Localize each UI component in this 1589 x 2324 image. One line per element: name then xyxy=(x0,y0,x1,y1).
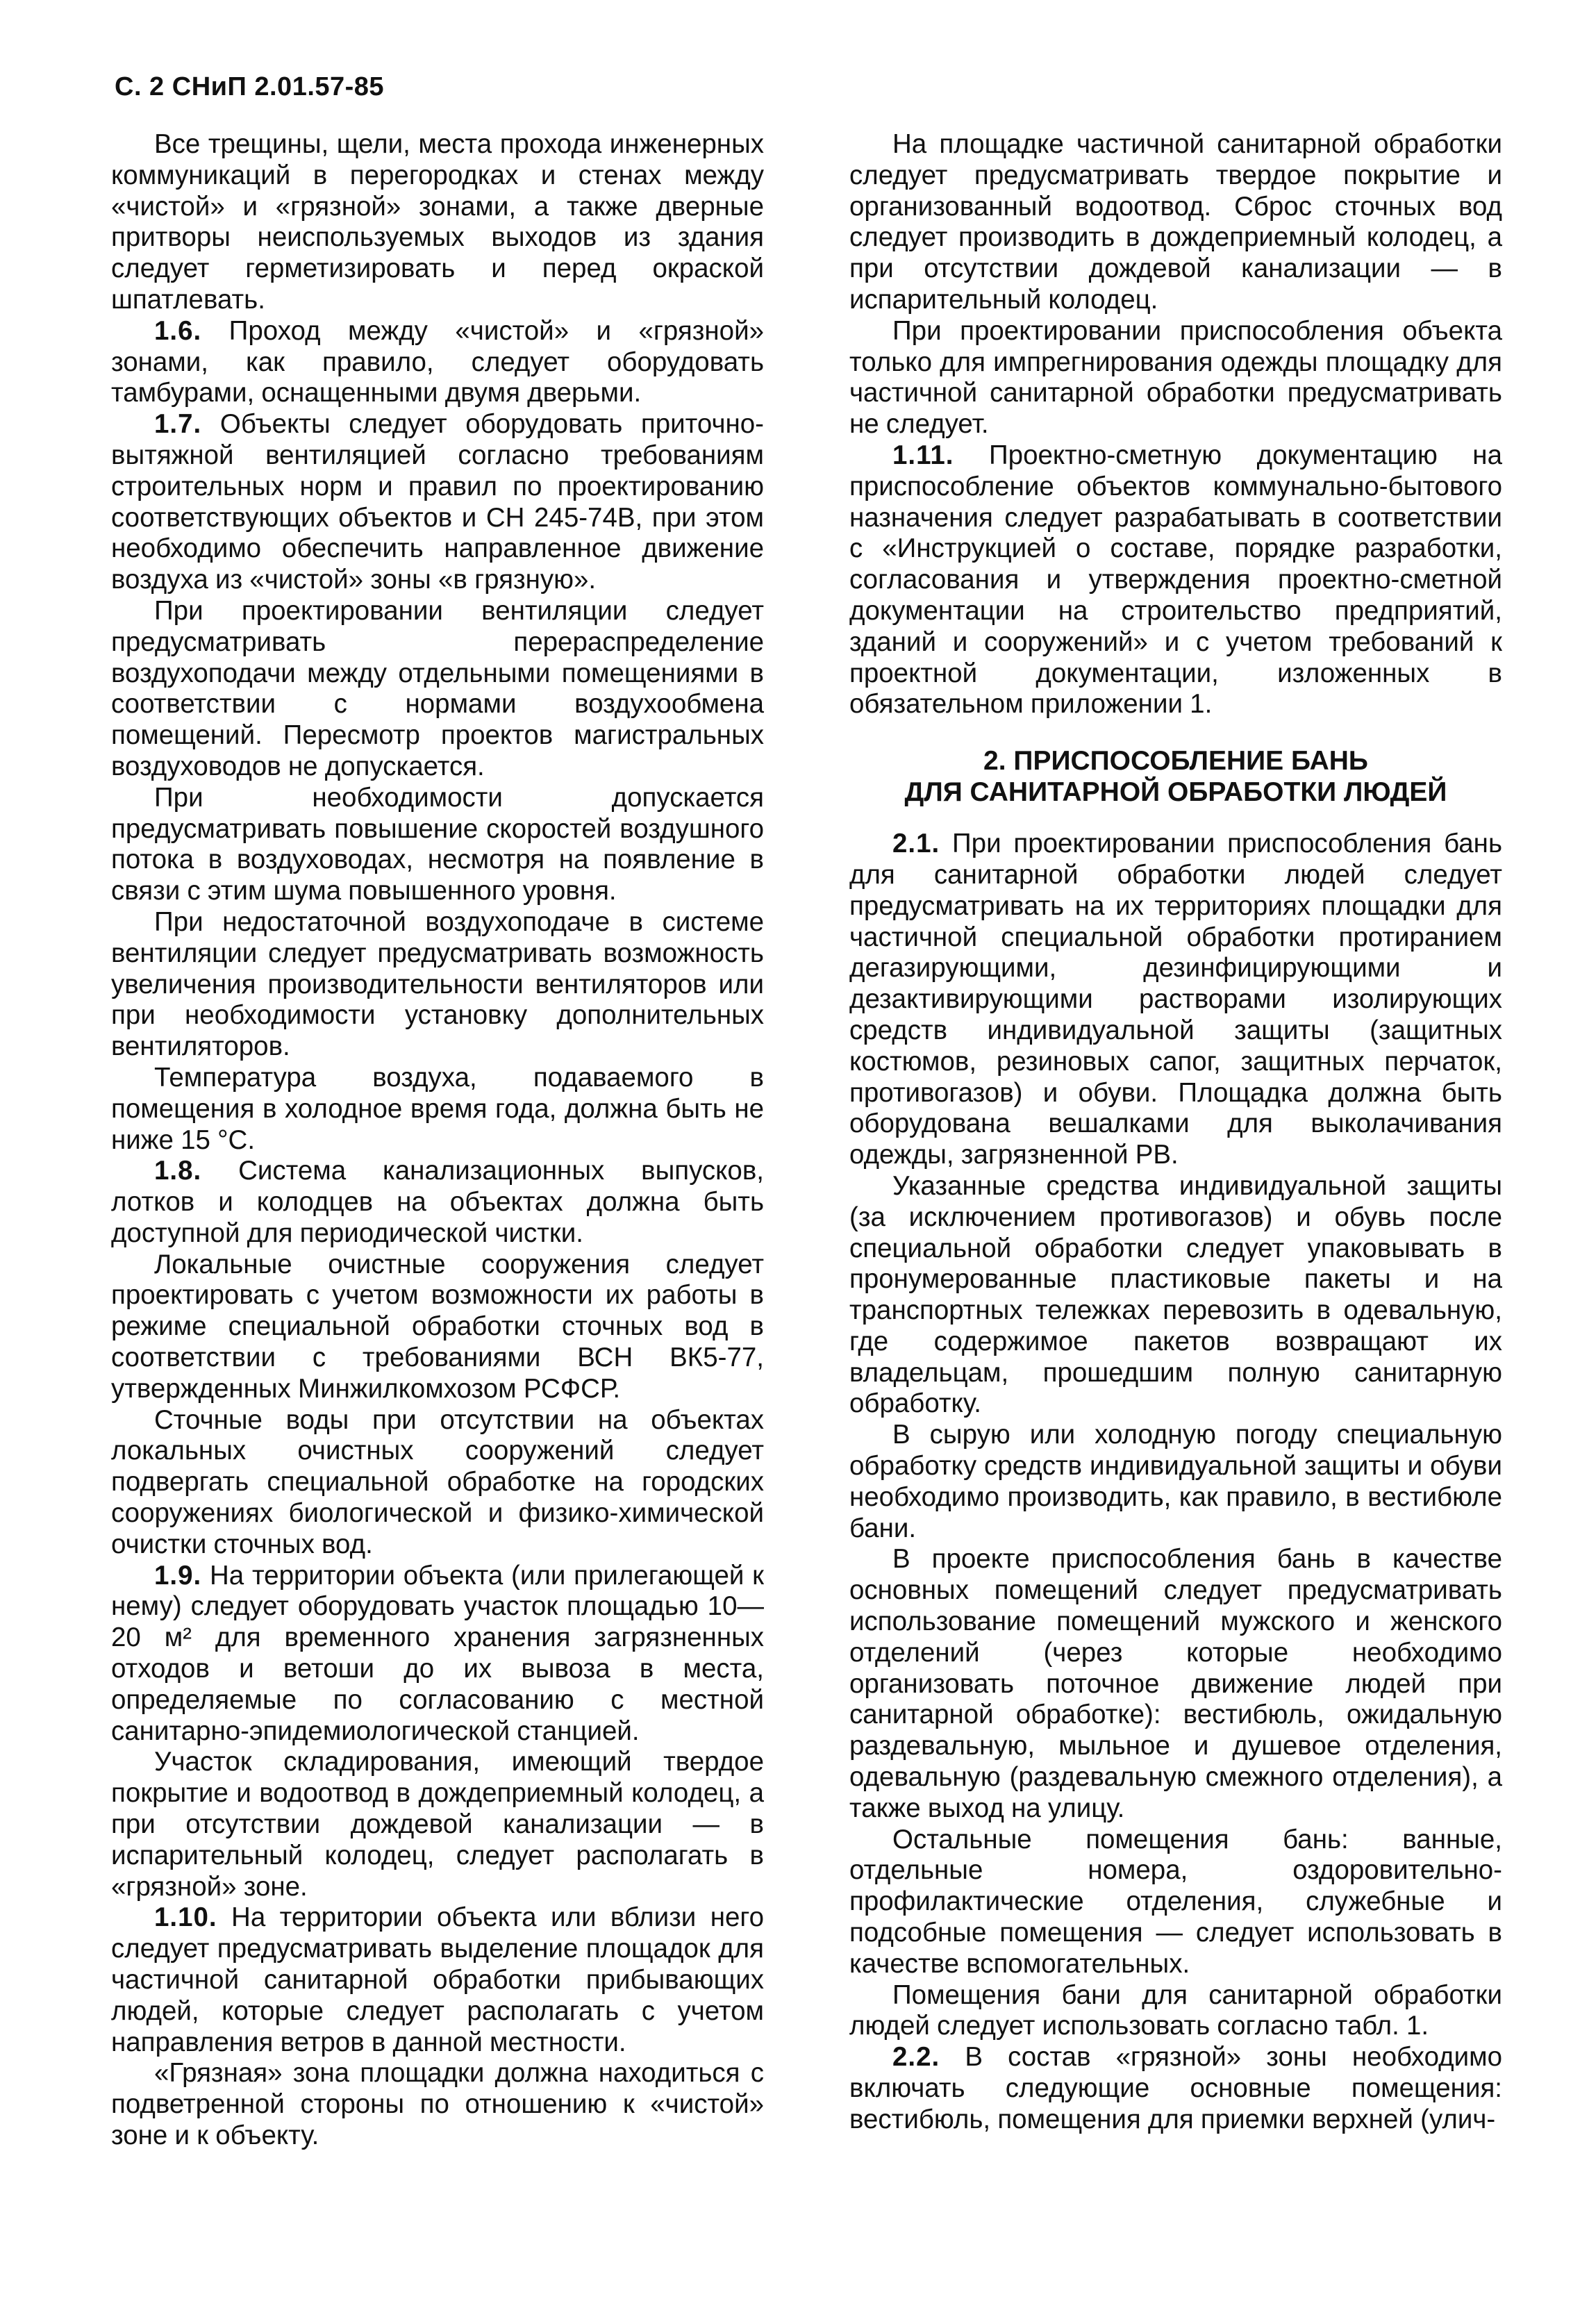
paragraph-text: Проход между «чистой» и «грязной» зонами, как правило, следует оборудовать тамбурами, оснащенными двумя дверьми. xyxy=(111,315,764,408)
paragraph-text: На территории объекта (или прилегающей к нему) следует оборудовать участок площадью 10—20 м² для временного хранения загрязненных отходов и ветоши до их вывоза в места, определяемые по согласованию с местной санитарно-эпидемиологической станцией. xyxy=(111,1560,765,1746)
paragraph xyxy=(849,829,1502,1171)
paragraph xyxy=(849,2042,1502,2135)
paragraph-text: Помещения бани для санитарной обработки людей следует использовать согласно табл. 1. xyxy=(849,1979,1502,2041)
section-title xyxy=(849,745,1502,808)
clause-number: 2.2. xyxy=(892,2042,940,2073)
paragraph-text: Температура воздуха, подаваемого в помещения в холодное время года, должна быть не ниже 15 °С. xyxy=(111,1062,764,1155)
right-paragraphs-after xyxy=(849,829,1502,2135)
paragraph xyxy=(111,596,764,783)
paragraph xyxy=(849,316,1502,440)
paragraph-text: При проектировании приспособления объекта только для импрегнирования одежды площадку для частичной санитарной обработки предусматривать не следует. xyxy=(849,315,1502,440)
paragraph-text: Система канализационных выпусков, лотков и колодцев на объектах должна быть доступной для периодической чистки. xyxy=(111,1156,764,1248)
paragraph xyxy=(111,409,764,596)
paragraph xyxy=(111,783,764,907)
paragraph xyxy=(111,907,764,1063)
paragraph-text: Проектно-сметную документацию на приспособление объектов коммунально-бытового назначения следует разрабатывать в соответствии с «Инструкцией о составе, порядке разработки, согласования и утверждения проектно-сметной документации на строительство предприятий, зданий и сооружений» и с учетом требований к проектной документации, изложенных в обязательном приложении 1. xyxy=(849,440,1502,720)
paragraph-text: При необходимости допускается предусматривать повышение скоростей воздушного потока в воздуховодах, несмотря на появление в связи с этим шума повышенного уровня. xyxy=(111,782,764,906)
paragraph xyxy=(111,1250,764,1405)
paragraph-text: При проектировании вентиляции следует предусматривать перераспределение воздухоподачи между отдельными помещениями в соответствии с нормами воздухообмена помещений. Пересмотр проектов магистральных воздуховодов не допускается. xyxy=(111,595,764,781)
paragraph-text: На территории объекта или вблизи него следует предусматривать выделение площадок для частичной санитарной обработки прибывающих людей, которые следует располагать с учетом направления ветров в данной местности. xyxy=(111,1902,764,2057)
paragraph xyxy=(849,1420,1502,1544)
paragraph-text: Локальные очистные сооружения следует проектировать с учетом возможности их работы в режиме специальной обработки сточных вод в соответствии с требованиями ВСН ВК5-77, утвержденных Минжилкомхозом РСФСР. xyxy=(111,1249,764,1404)
paragraph xyxy=(111,1156,764,1249)
right-column xyxy=(849,129,1502,2136)
clause-number: 1.10. xyxy=(154,1902,217,1933)
paragraph-text: Сточные воды при отсутствии на объектах локальных очистных сооружений следует подвергать специальной обработке на городских сооружениях биологической и физико-химической очистки сточных вод. xyxy=(111,1404,764,1559)
paragraph-text: В состав «грязной» зоны необходимо включать следующие основные помещения: вестибюль, помещения для приемки верхней (улич- xyxy=(849,2042,1502,2134)
right-paragraphs-before xyxy=(849,129,1502,720)
paragraph-text: Участок складирования, имеющий твердое покрытие и водоотвод в дождеприемный колодец, а при отсутствии дождевой канализации — в испарительный колодец, следует располагать в «грязной» зоне. xyxy=(111,1747,764,1902)
paragraph xyxy=(111,1405,764,1561)
paragraph-text: На площадке частичной санитарной обработки следует предусматривать твердое покрытие и организованный водоотвод. Сброс сточных вод следует производить в дождеприемный колодец, а при отсутствии дождевой канализации — в испарительный колодец. xyxy=(849,129,1502,315)
paragraph xyxy=(849,129,1502,316)
paragraph-text: Остальные помещения бань: ванные, отдельные номера, оздоровительно-профилактические отделения, служебные и подсобные помещения — следует использовать в качестве вспомогательных. xyxy=(849,1824,1502,1979)
paragraph xyxy=(849,1825,1502,1980)
paragraph xyxy=(111,2058,764,2151)
paragraph xyxy=(111,1747,764,1902)
paragraph-text: При недостаточной воздухоподаче в системе вентиляции следует предусматривать возможность увеличения производительности вентиляторов или при необходимости установку дополнительных вентиляторов. xyxy=(111,906,764,1062)
paragraph xyxy=(111,129,764,316)
paragraph-text: Все трещины, щели, места прохода инженерных коммуникаций в перегородках и стенах между «чистой» и «грязной» зонами, а также дверные притворы неиспользуемых выходов из здания следует герметизировать и перед окраской шпатлевать. xyxy=(111,129,764,315)
paragraph xyxy=(111,316,764,409)
paragraph-text: Указанные средства индивидуальной защиты (за исключением противогазов) и обувь после специальной обработки следует упаковывать в пронумерованные пластиковые пакеты и на транспортных тележках перевозить в одевальную, где содержимое пакетов возвращают их владельцам, прошедшим полную санитарную обработку. xyxy=(849,1170,1502,1419)
paragraph xyxy=(849,1171,1502,1420)
clause-number: 1.7. xyxy=(154,409,202,440)
clause-number: 1.9. xyxy=(154,1560,202,1591)
paragraph-text: Объекты следует оборудовать приточно-вытяжной вентиляцией согласно требованиям строительных норм и правил по проектированию соответствующих объектов и СН 245-74В, при этом необходимо обеспечить направленное движение воздуха из «чистой» зоны «в грязную». xyxy=(111,409,764,595)
clause-number: 1.11. xyxy=(892,440,954,470)
page-header: С. 2 СНиП 2.01.57-85 xyxy=(115,72,385,101)
paragraph-text: При проектировании приспособления бань для санитарной обработки людей следует предусматривать на их территориях площадки для частичной специальной обработки протиранием дегазирующими, дезинфицирующими и дезактивирующими растворами изолирующих средств индивидуальной защиты (защитных костюмов, резиновых сапог, защитных перчаток, противогазов) и обуви. Площадка должна быть оборудована вешалками для выколачивания одежды, загрязненной РВ. xyxy=(849,829,1503,1170)
section-title-line1: 2. ПРИСПОСОБЛЕНИЕ БАНЬ xyxy=(983,746,1368,777)
paragraph xyxy=(111,1902,764,2058)
paragraph xyxy=(111,1063,764,1156)
left-column xyxy=(111,129,764,2152)
clause-number: 2.1. xyxy=(892,829,940,859)
paragraph xyxy=(849,1980,1502,2043)
clause-number: 1.8. xyxy=(154,1156,202,1186)
section-title-line2: ДЛЯ САНИТАРНОЙ ОБРАБОТКИ ЛЮДЕЙ xyxy=(904,777,1447,808)
paragraph-text: В сырую или холодную погоду специальную обработку средств индивидуальной защиты и обуви необходимо производить, как правило, в вестибюле бани. xyxy=(849,1420,1502,1543)
clause-number: 1.6. xyxy=(154,315,202,346)
paragraph xyxy=(849,440,1502,720)
paragraph-text: В проекте приспособления бань в качестве основных помещений следует предусматривать использование помещений мужского и женского отделений (через которые необходимо организовать поточное движение людей при санитарной обработке): вестибюль, ожидальную раздевальную, мыльное и душевое отделения, одевальную (раздевальную смежного отделения), а также выход на улицу. xyxy=(849,1544,1502,1823)
paragraph xyxy=(849,1544,1502,1824)
paragraph xyxy=(111,1561,764,1748)
paragraph-text: «Грязная» зона площадки должна находиться с подветренной стороны по отношению к «чистой» зоне и к объекту. xyxy=(111,2058,764,2150)
